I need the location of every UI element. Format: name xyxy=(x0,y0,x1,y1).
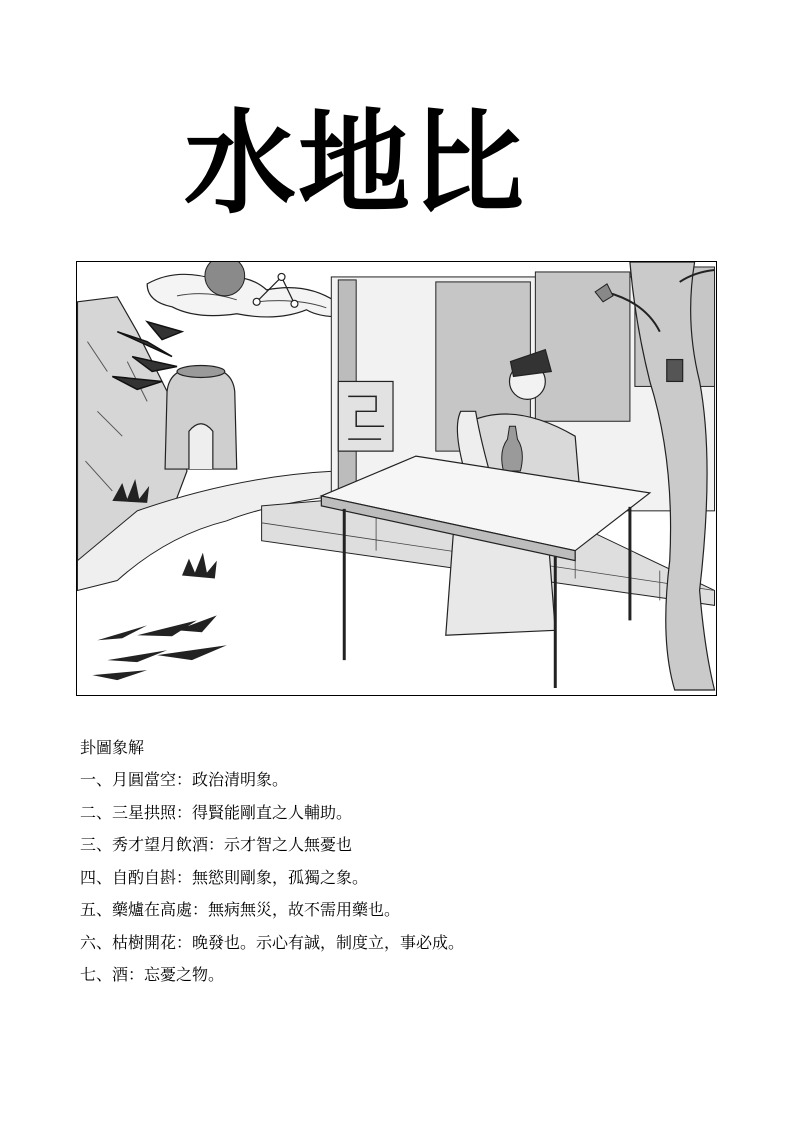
section-heading: 卦圖象解 xyxy=(80,738,145,757)
list-item: 五、藥爐在高處：無病無災，故不需用藥也。 xyxy=(80,900,401,919)
lattice-window xyxy=(338,381,393,451)
grass-tuft xyxy=(182,553,217,579)
medicine-furnace xyxy=(165,366,237,470)
scene-illustration xyxy=(76,261,717,696)
interpretation-list xyxy=(80,768,464,987)
full-moon xyxy=(205,262,245,296)
bamboo-lower xyxy=(92,615,226,680)
list-item: 二、三星拱照：得賢能剛直之人輔助。 xyxy=(80,802,353,822)
list-item: 四、自酌自斟：無慾則剛象，孤獨之象。 xyxy=(80,867,369,887)
list-item: 三、秀才望月飲酒：示才智之人無憂也 xyxy=(80,835,353,854)
interpretation-notes xyxy=(80,736,464,996)
list-item: 一、月圓當空：政治清明象。 xyxy=(80,770,289,789)
list-item: 七、酒：忘憂之物。 xyxy=(80,965,225,984)
list-item: 六、枯樹開花：晚發也。示心有誠，制度立，事必成。 xyxy=(80,932,465,952)
page-title: 水地比 xyxy=(184,99,526,229)
